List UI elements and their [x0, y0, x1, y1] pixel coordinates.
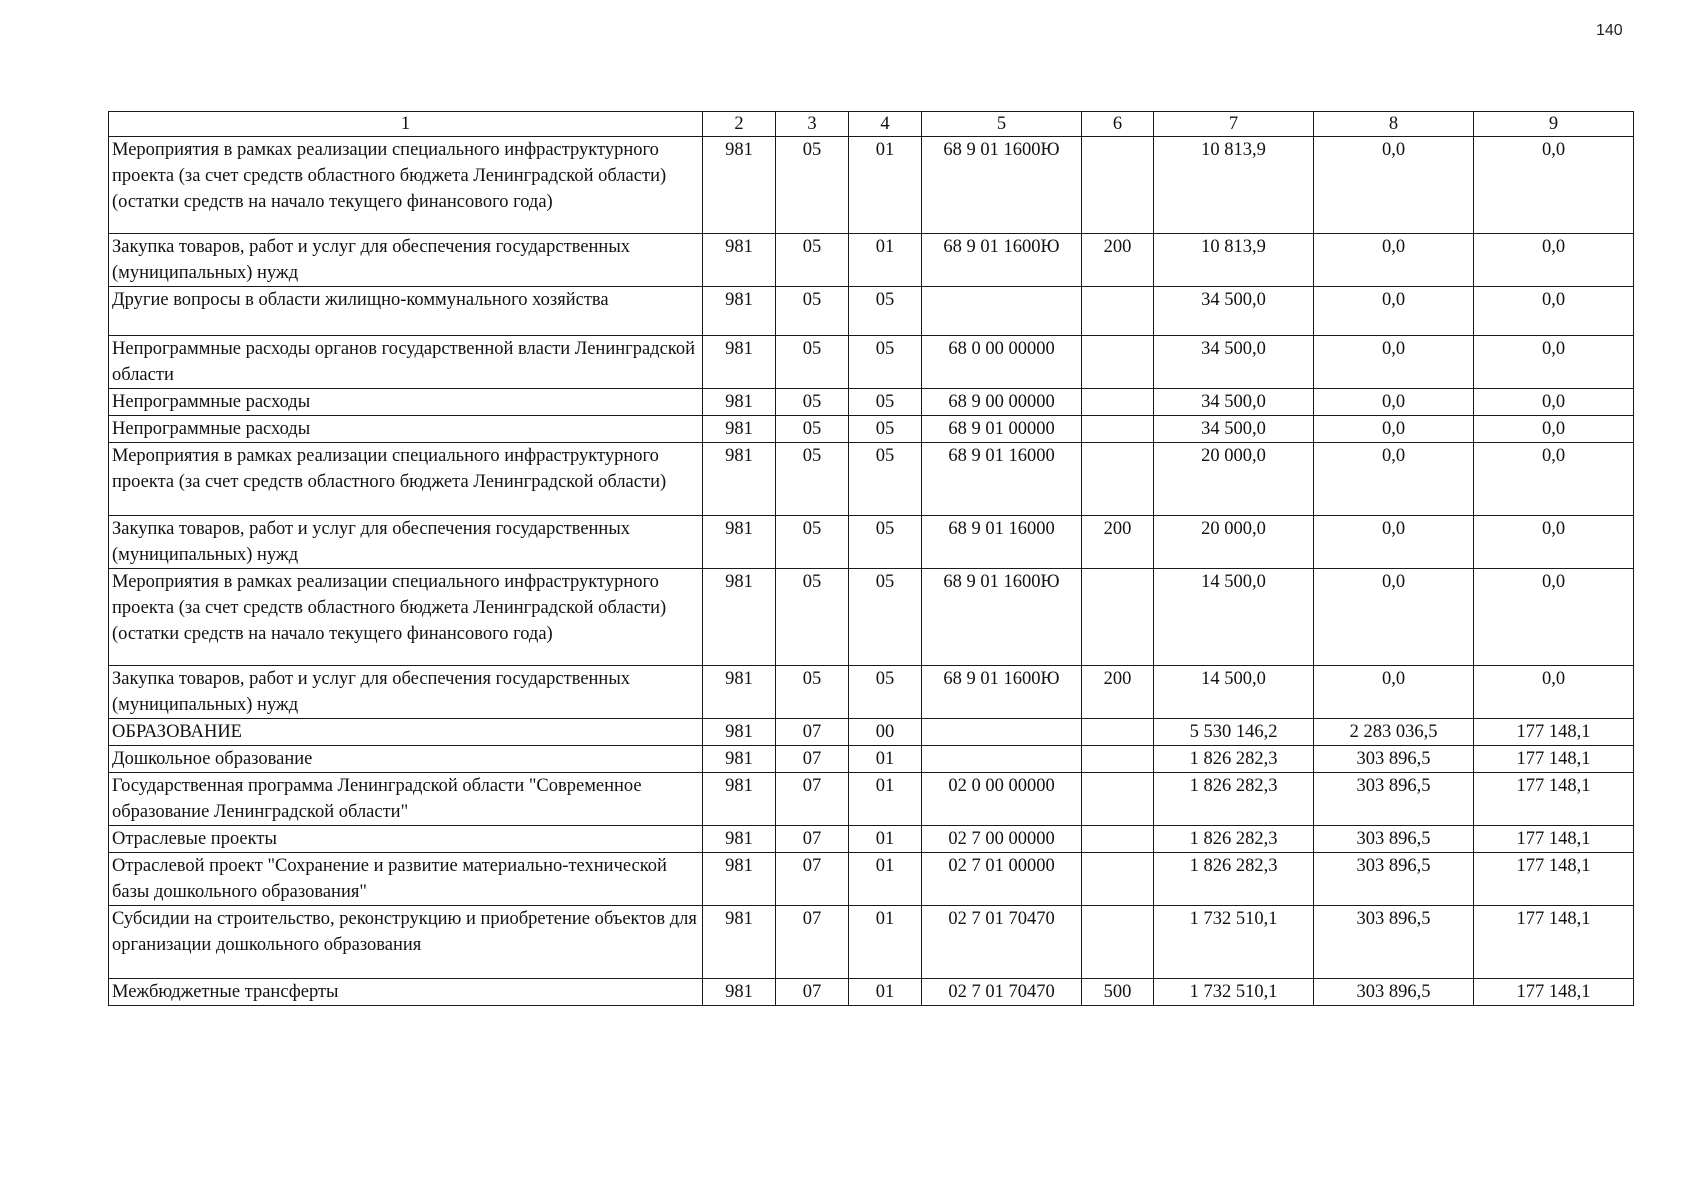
cell-col-3: 07: [776, 906, 849, 979]
cell-col-3: 07: [776, 826, 849, 853]
row-name-cell: Межбюджетные трансферты: [109, 979, 703, 1006]
row-name-cell: Государственная программа Ленинградской области "Современное образование Ленинградской области": [109, 773, 703, 826]
column-header-2: 2: [703, 112, 776, 137]
cell-col-7: 20 000,0: [1154, 516, 1314, 569]
table-row: [109, 443, 1634, 516]
cell-col-5: 68 9 01 1600Ю: [922, 569, 1082, 666]
cell-col-6: [1082, 443, 1154, 516]
cell-col-6: [1082, 389, 1154, 416]
cell-col-5: 02 7 01 00000: [922, 853, 1082, 906]
cell-col-5: 68 9 01 1600Ю: [922, 234, 1082, 287]
cell-col-2: 981: [703, 234, 776, 287]
table-row: [109, 516, 1634, 569]
cell-col-6: [1082, 569, 1154, 666]
cell-col-4: 05: [849, 389, 922, 416]
cell-col-8: 0,0: [1314, 287, 1474, 336]
cell-col-3: 05: [776, 443, 849, 516]
table-row: [109, 416, 1634, 443]
row-name-cell: Другие вопросы в области жилищно-коммунального хозяйства: [109, 287, 703, 336]
cell-col-7: 20 000,0: [1154, 443, 1314, 516]
cell-col-4: 05: [849, 416, 922, 443]
cell-col-7: 1 826 282,3: [1154, 773, 1314, 826]
cell-col-8: 303 896,5: [1314, 773, 1474, 826]
cell-col-4: 01: [849, 234, 922, 287]
cell-col-9: 0,0: [1474, 666, 1634, 719]
cell-col-8: 0,0: [1314, 666, 1474, 719]
cell-col-3: 05: [776, 336, 849, 389]
cell-col-6: 200: [1082, 516, 1154, 569]
cell-col-5: 68 0 00 00000: [922, 336, 1082, 389]
row-name-cell: ОБРАЗОВАНИЕ: [109, 719, 703, 746]
cell-col-4: 05: [849, 336, 922, 389]
cell-col-2: 981: [703, 137, 776, 234]
cell-col-8: 303 896,5: [1314, 853, 1474, 906]
row-name-cell: Непрограммные расходы: [109, 389, 703, 416]
row-name-cell: Отраслевой проект "Сохранение и развитие материально-технической базы дошкольного образования": [109, 853, 703, 906]
cell-col-7: 10 813,9: [1154, 234, 1314, 287]
row-name-cell: Субсидии на строительство, реконструкцию и приобретение объектов для организации дошкольного образования: [109, 906, 703, 979]
cell-col-9: 0,0: [1474, 443, 1634, 516]
cell-col-8: 303 896,5: [1314, 746, 1474, 773]
cell-col-5: 02 0 00 00000: [922, 773, 1082, 826]
cell-col-6: [1082, 826, 1154, 853]
cell-col-5: 68 9 01 1600Ю: [922, 137, 1082, 234]
row-name-cell: Непрограммные расходы: [109, 416, 703, 443]
cell-col-8: 303 896,5: [1314, 826, 1474, 853]
cell-col-7: 1 826 282,3: [1154, 826, 1314, 853]
cell-col-9: 0,0: [1474, 416, 1634, 443]
row-name-cell: Непрограммные расходы органов государственной власти Ленинградской области: [109, 336, 703, 389]
cell-col-6: [1082, 719, 1154, 746]
cell-col-3: 07: [776, 773, 849, 826]
column-header-5: 5: [922, 112, 1082, 137]
cell-col-6: [1082, 773, 1154, 826]
cell-col-2: 981: [703, 746, 776, 773]
row-name-cell: Мероприятия в рамках реализации специального инфраструктурного проекта (за счет средств областного бюджета Ленинградской области) (остатки средств на начало текущего финансового года): [109, 137, 703, 234]
cell-col-8: 0,0: [1314, 389, 1474, 416]
cell-col-9: 177 148,1: [1474, 906, 1634, 979]
cell-col-4: 00: [849, 719, 922, 746]
cell-col-7: 14 500,0: [1154, 569, 1314, 666]
cell-col-7: 34 500,0: [1154, 389, 1314, 416]
cell-col-7: 1 732 510,1: [1154, 906, 1314, 979]
cell-col-8: 0,0: [1314, 234, 1474, 287]
cell-col-5: [922, 719, 1082, 746]
column-header-1: 1: [109, 112, 703, 137]
cell-col-2: 981: [703, 389, 776, 416]
cell-col-4: 05: [849, 569, 922, 666]
cell-col-3: 05: [776, 137, 849, 234]
cell-col-9: 177 148,1: [1474, 773, 1634, 826]
cell-col-4: 01: [849, 137, 922, 234]
cell-col-9: 177 148,1: [1474, 826, 1634, 853]
cell-col-9: 0,0: [1474, 389, 1634, 416]
cell-col-2: 981: [703, 443, 776, 516]
cell-col-9: 0,0: [1474, 287, 1634, 336]
cell-col-6: [1082, 416, 1154, 443]
cell-col-8: 0,0: [1314, 336, 1474, 389]
cell-col-5: 68 9 01 16000: [922, 516, 1082, 569]
cell-col-4: 01: [849, 979, 922, 1006]
row-name-cell: Закупка товаров, работ и услуг для обеспечения государственных (муниципальных) нужд: [109, 234, 703, 287]
table-row: [109, 234, 1634, 287]
cell-col-4: 01: [849, 853, 922, 906]
table-row: [109, 906, 1634, 979]
table-row: [109, 853, 1634, 906]
cell-col-6: 200: [1082, 234, 1154, 287]
cell-col-2: 981: [703, 773, 776, 826]
table-row: [109, 569, 1634, 666]
cell-col-4: 05: [849, 443, 922, 516]
cell-col-6: [1082, 853, 1154, 906]
table-row: [109, 719, 1634, 746]
cell-col-7: 1 826 282,3: [1154, 746, 1314, 773]
cell-col-5: 68 9 01 1600Ю: [922, 666, 1082, 719]
table-row: [109, 336, 1634, 389]
cell-col-9: 0,0: [1474, 234, 1634, 287]
cell-col-3: 05: [776, 569, 849, 666]
column-header-6: 6: [1082, 112, 1154, 137]
table-row: [109, 773, 1634, 826]
table-row: [109, 287, 1634, 336]
column-header-3: 3: [776, 112, 849, 137]
cell-col-6: 500: [1082, 979, 1154, 1006]
cell-col-8: 0,0: [1314, 137, 1474, 234]
cell-col-2: 981: [703, 569, 776, 666]
cell-col-4: 05: [849, 666, 922, 719]
cell-col-6: [1082, 746, 1154, 773]
cell-col-2: 981: [703, 979, 776, 1006]
cell-col-7: 34 500,0: [1154, 336, 1314, 389]
cell-col-9: 0,0: [1474, 569, 1634, 666]
cell-col-3: 05: [776, 666, 849, 719]
table-row: [109, 746, 1634, 773]
cell-col-4: 01: [849, 773, 922, 826]
cell-col-2: 981: [703, 336, 776, 389]
cell-col-4: 01: [849, 826, 922, 853]
cell-col-7: 5 530 146,2: [1154, 719, 1314, 746]
row-name-cell: Мероприятия в рамках реализации специального инфраструктурного проекта (за счет средств областного бюджета Ленинградской области): [109, 443, 703, 516]
cell-col-3: 05: [776, 516, 849, 569]
cell-col-4: 05: [849, 516, 922, 569]
cell-col-3: 07: [776, 979, 849, 1006]
cell-col-2: 981: [703, 853, 776, 906]
table-row: [109, 826, 1634, 853]
cell-col-3: 07: [776, 719, 849, 746]
cell-col-5: [922, 746, 1082, 773]
cell-col-3: 07: [776, 853, 849, 906]
column-header-9: 9: [1474, 112, 1634, 137]
cell-col-6: 200: [1082, 666, 1154, 719]
column-header-7: 7: [1154, 112, 1314, 137]
table-body: [109, 137, 1634, 1006]
cell-col-5: 68 9 00 00000: [922, 389, 1082, 416]
cell-col-7: 14 500,0: [1154, 666, 1314, 719]
cell-col-8: 0,0: [1314, 443, 1474, 516]
cell-col-8: 0,0: [1314, 569, 1474, 666]
cell-col-6: [1082, 137, 1154, 234]
cell-col-4: 01: [849, 906, 922, 979]
cell-col-4: 01: [849, 746, 922, 773]
column-header-8: 8: [1314, 112, 1474, 137]
row-name-cell: Закупка товаров, работ и услуг для обеспечения государственных (муниципальных) нужд: [109, 516, 703, 569]
column-header-4: 4: [849, 112, 922, 137]
cell-col-8: 303 896,5: [1314, 979, 1474, 1006]
budget-table: [108, 111, 1634, 1006]
table-row: [109, 666, 1634, 719]
cell-col-8: 2 283 036,5: [1314, 719, 1474, 746]
cell-col-7: 34 500,0: [1154, 287, 1314, 336]
cell-col-2: 981: [703, 416, 776, 443]
cell-col-6: [1082, 287, 1154, 336]
cell-col-2: 981: [703, 287, 776, 336]
row-name-cell: Дошкольное образование: [109, 746, 703, 773]
row-name-cell: Отраслевые проекты: [109, 826, 703, 853]
row-name-cell: Закупка товаров, работ и услуг для обеспечения государственных (муниципальных) нужд: [109, 666, 703, 719]
cell-col-2: 981: [703, 719, 776, 746]
cell-col-7: 34 500,0: [1154, 416, 1314, 443]
cell-col-2: 981: [703, 516, 776, 569]
page-number: 140: [1596, 22, 1623, 39]
cell-col-5: 68 9 01 00000: [922, 416, 1082, 443]
cell-col-2: 981: [703, 826, 776, 853]
cell-col-3: 07: [776, 746, 849, 773]
cell-col-8: 0,0: [1314, 516, 1474, 569]
cell-col-8: 0,0: [1314, 416, 1474, 443]
cell-col-3: 05: [776, 416, 849, 443]
cell-col-8: 303 896,5: [1314, 906, 1474, 979]
cell-col-4: 05: [849, 287, 922, 336]
table-row: [109, 979, 1634, 1006]
cell-col-5: 02 7 00 00000: [922, 826, 1082, 853]
cell-col-3: 05: [776, 389, 849, 416]
header-row: [109, 112, 1634, 137]
row-name-cell: Мероприятия в рамках реализации специального инфраструктурного проекта (за счет средств областного бюджета Ленинградской области) (остатки средств на начало текущего финансового года): [109, 569, 703, 666]
cell-col-9: 0,0: [1474, 137, 1634, 234]
cell-col-5: 02 7 01 70470: [922, 906, 1082, 979]
cell-col-3: 05: [776, 287, 849, 336]
cell-col-9: 0,0: [1474, 516, 1634, 569]
cell-col-9: 177 148,1: [1474, 719, 1634, 746]
cell-col-6: [1082, 336, 1154, 389]
cell-col-2: 981: [703, 906, 776, 979]
cell-col-7: 10 813,9: [1154, 137, 1314, 234]
cell-col-7: 1 826 282,3: [1154, 853, 1314, 906]
cell-col-5: 68 9 01 16000: [922, 443, 1082, 516]
cell-col-9: 0,0: [1474, 336, 1634, 389]
cell-col-2: 981: [703, 666, 776, 719]
cell-col-5: [922, 287, 1082, 336]
cell-col-3: 05: [776, 234, 849, 287]
table-row: [109, 389, 1634, 416]
cell-col-5: 02 7 01 70470: [922, 979, 1082, 1006]
table-row: [109, 137, 1634, 234]
cell-col-6: [1082, 906, 1154, 979]
cell-col-9: 177 148,1: [1474, 853, 1634, 906]
cell-col-9: 177 148,1: [1474, 746, 1634, 773]
cell-col-7: 1 732 510,1: [1154, 979, 1314, 1006]
cell-col-9: 177 148,1: [1474, 979, 1634, 1006]
